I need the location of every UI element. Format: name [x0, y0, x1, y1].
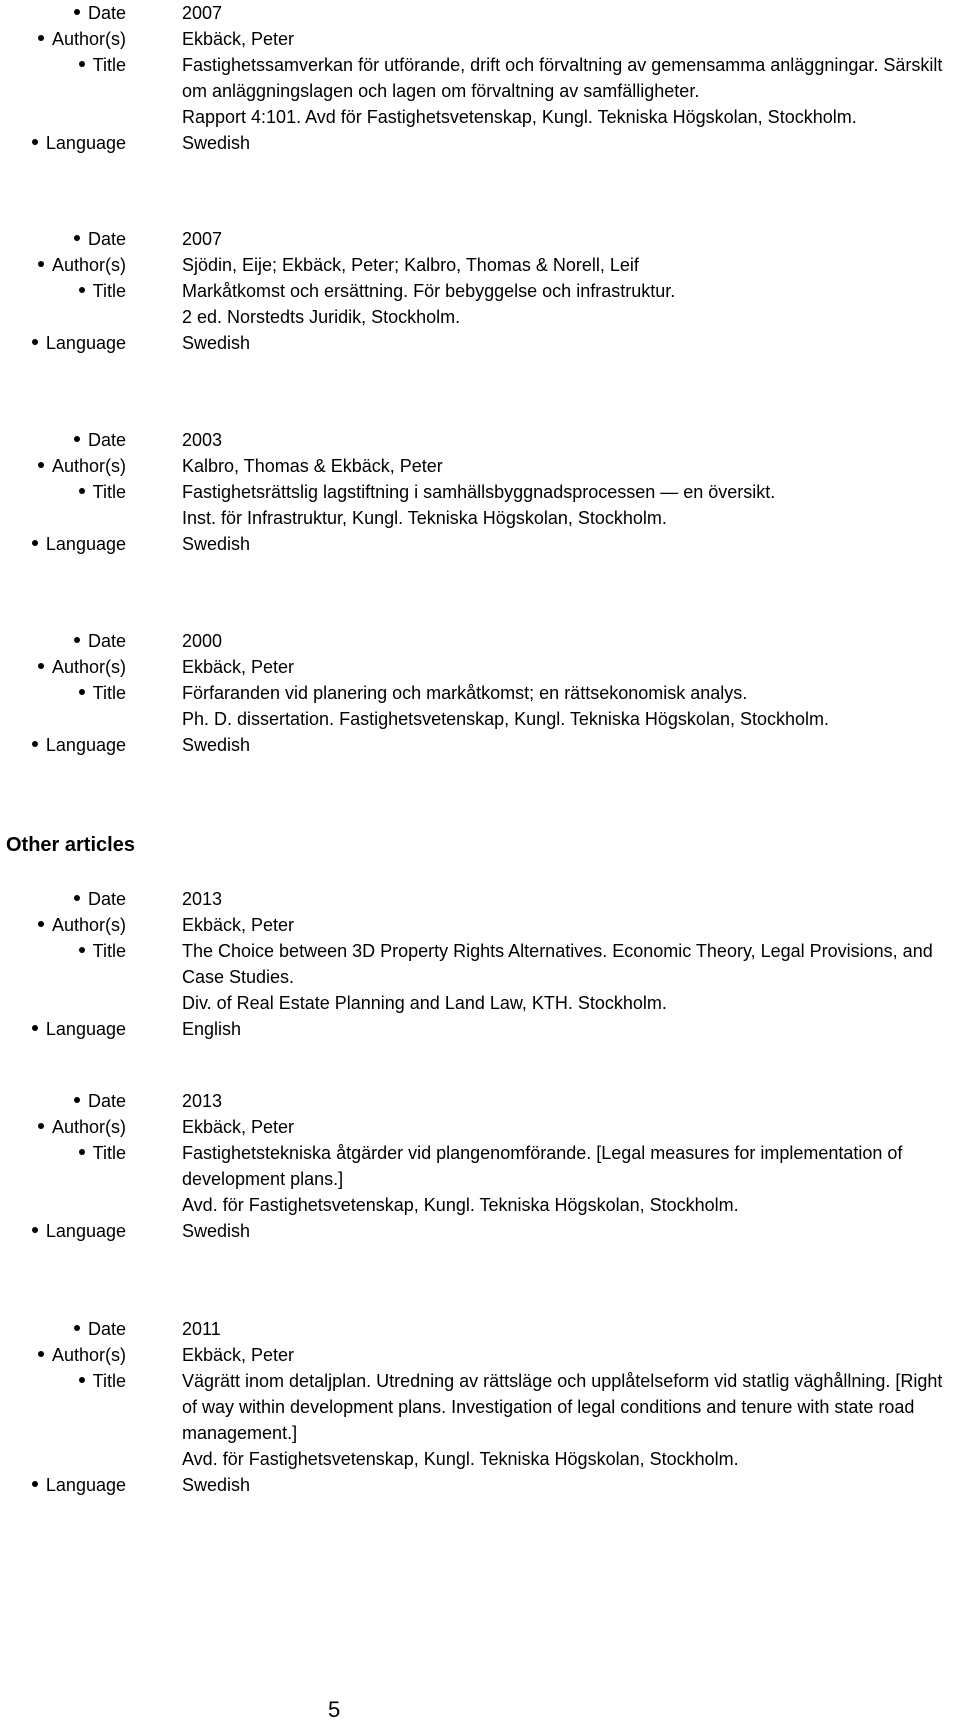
title-value: Vägrätt inom detaljplan. Utredning av rättsläge och upplåtelseform vid statlig väghållning. [Right of way within development plans. Investigation of legal conditions and tenure with state road management.] Avd. för Fastighetsvetenskap, Kungl. Tekniska Högskolan, Stockholm.	[182, 1371, 943, 1469]
entry-date-row	[0, 427, 960, 453]
date-value: 2013	[182, 889, 223, 909]
publication-entry	[0, 226, 960, 356]
bullet-icon	[38, 921, 44, 927]
date-label: Date	[0, 1316, 126, 1342]
entry-authors-row	[0, 252, 960, 278]
authors-value: Ekbäck, Peter	[182, 29, 295, 49]
language-label: Language	[0, 330, 126, 356]
date-label: Date	[0, 0, 126, 26]
entry-language-row	[0, 130, 960, 156]
article-entry	[0, 886, 960, 1042]
entry-title-row	[0, 1140, 960, 1218]
title-label: Title	[0, 52, 126, 78]
title-label: Title	[0, 278, 126, 304]
publication-entry	[0, 0, 960, 156]
bullet-icon	[79, 61, 85, 67]
bullet-icon	[74, 637, 80, 643]
bullet-icon	[79, 1377, 85, 1383]
language-value: Swedish	[182, 333, 251, 353]
publication-entry	[0, 628, 960, 758]
entry-title-row	[0, 938, 960, 1016]
bullet-icon	[79, 488, 85, 494]
date-value: 2013	[182, 1091, 223, 1111]
entry-date-row	[0, 1316, 960, 1342]
bullet-icon	[32, 1481, 38, 1487]
bullet-icon	[38, 1123, 44, 1129]
authors-value: Ekbäck, Peter	[182, 915, 295, 935]
bullet-icon	[74, 1097, 80, 1103]
date-label: Date	[0, 886, 126, 912]
title-label: Title	[0, 1368, 126, 1394]
bullet-icon	[38, 35, 44, 41]
entry-language-row	[0, 1472, 960, 1498]
title-label: Title	[0, 680, 126, 706]
date-value: 2007	[182, 229, 223, 249]
title-label: Title	[0, 479, 126, 505]
entry-language-row	[0, 732, 960, 758]
language-label: Language	[0, 732, 126, 758]
page-number: 5	[328, 1697, 341, 1722]
language-value: Swedish	[182, 133, 251, 153]
entry-language-row	[0, 531, 960, 557]
title-label: Title	[0, 1140, 126, 1166]
language-label: Language	[0, 1016, 126, 1042]
authors-value: Ekbäck, Peter	[182, 1345, 295, 1365]
authors-label: Author(s)	[0, 26, 126, 52]
bullet-icon	[79, 947, 85, 953]
language-value: Swedish	[182, 1475, 251, 1495]
authors-label: Author(s)	[0, 912, 126, 938]
bullet-icon	[32, 540, 38, 546]
bullet-icon	[32, 1025, 38, 1031]
bullet-icon	[74, 436, 80, 442]
entry-date-row	[0, 886, 960, 912]
article-entry	[0, 1316, 960, 1498]
language-value: Swedish	[182, 534, 251, 554]
authors-value: Ekbäck, Peter	[182, 657, 295, 677]
entry-authors-row	[0, 912, 960, 938]
bullet-icon	[38, 261, 44, 267]
authors-value: Ekbäck, Peter	[182, 1117, 295, 1137]
bullet-icon	[74, 895, 80, 901]
title-value: Fastighetstekniska åtgärder vid plangenomförande. [Legal measures for implementation of development plans.] Avd. för Fastighetsvetenskap, Kungl. Tekniska Högskolan, Stockholm.	[182, 1143, 903, 1215]
authors-label: Author(s)	[0, 252, 126, 278]
entry-date-row	[0, 0, 960, 26]
language-value: Swedish	[182, 1221, 251, 1241]
authors-label: Author(s)	[0, 654, 126, 680]
language-label: Language	[0, 1472, 126, 1498]
title-value: Fastighetssamverkan för utförande, drift och förvaltning av gemensamma anläggningar. Särskilt om anläggningslagen och lagen om förvaltning av samfälligheter. Rapport 4:101. Avd för Fastighetsvetenskap, Kungl. Tekniska Högskolan, Stockholm.	[182, 55, 943, 127]
entry-authors-row	[0, 453, 960, 479]
bullet-icon	[74, 1325, 80, 1331]
language-value: English	[182, 1019, 242, 1039]
bullet-icon	[74, 9, 80, 15]
language-value: Swedish	[182, 735, 251, 755]
bullet-icon	[38, 663, 44, 669]
date-value: 2000	[182, 631, 223, 651]
bullet-icon	[74, 235, 80, 241]
bullet-icon	[32, 139, 38, 145]
date-label: Date	[0, 427, 126, 453]
language-label: Language	[0, 1218, 126, 1244]
date-label: Date	[0, 226, 126, 252]
title-value: Förfaranden vid planering och markåtkomst; en rättsekonomisk analys. Ph. D. dissertation. Fastighetsvetenskap, Kungl. Tekniska Högskolan, Stockholm.	[182, 683, 829, 729]
entry-date-row	[0, 226, 960, 252]
language-label: Language	[0, 130, 126, 156]
bullet-icon	[38, 1351, 44, 1357]
other-articles-heading: Other articles	[6, 834, 135, 856]
entry-title-row	[0, 479, 960, 531]
bullet-icon	[79, 689, 85, 695]
entry-authors-row	[0, 1114, 960, 1140]
date-value: 2007	[182, 3, 223, 23]
title-value: Fastighetsrättslig lagstiftning i samhällsbyggnadsprocessen — en översikt. Inst. för Infrastruktur, Kungl. Tekniska Högskolan, Stockholm.	[182, 482, 776, 528]
entry-title-row	[0, 278, 960, 330]
entry-title-row	[0, 680, 960, 732]
bullet-icon	[32, 1227, 38, 1233]
entry-language-row	[0, 330, 960, 356]
authors-value: Sjödin, Eije; Ekbäck, Peter; Kalbro, Thomas & Norell, Leif	[182, 255, 639, 275]
entry-language-row	[0, 1016, 960, 1042]
entry-date-row	[0, 1088, 960, 1114]
entry-authors-row	[0, 26, 960, 52]
entry-title-row	[0, 1368, 960, 1472]
date-label: Date	[0, 1088, 126, 1114]
authors-value: Kalbro, Thomas & Ekbäck, Peter	[182, 456, 443, 476]
entry-authors-row	[0, 654, 960, 680]
date-value: 2011	[182, 1319, 221, 1339]
bullet-icon	[32, 339, 38, 345]
bullet-icon	[79, 1149, 85, 1155]
date-label: Date	[0, 628, 126, 654]
entry-authors-row	[0, 1342, 960, 1368]
bullet-icon	[32, 741, 38, 747]
authors-label: Author(s)	[0, 453, 126, 479]
title-value: Markåtkomst och ersättning. För bebyggelse och infrastruktur. 2 ed. Norstedts Juridik, Stockholm.	[182, 281, 676, 327]
entry-date-row	[0, 628, 960, 654]
article-entry	[0, 1088, 960, 1244]
bullet-icon	[79, 287, 85, 293]
date-value: 2003	[182, 430, 223, 450]
bullet-icon	[38, 462, 44, 468]
title-label: Title	[0, 938, 126, 964]
language-label: Language	[0, 531, 126, 557]
publication-entry	[0, 427, 960, 557]
entry-language-row	[0, 1218, 960, 1244]
authors-label: Author(s)	[0, 1114, 126, 1140]
authors-label: Author(s)	[0, 1342, 126, 1368]
title-value: The Choice between 3D Property Rights Alternatives. Economic Theory, Legal Provisions, and Case Studies. Div. of Real Estate Planning and Land Law, KTH. Stockholm.	[182, 941, 933, 1013]
entry-title-row	[0, 52, 960, 130]
